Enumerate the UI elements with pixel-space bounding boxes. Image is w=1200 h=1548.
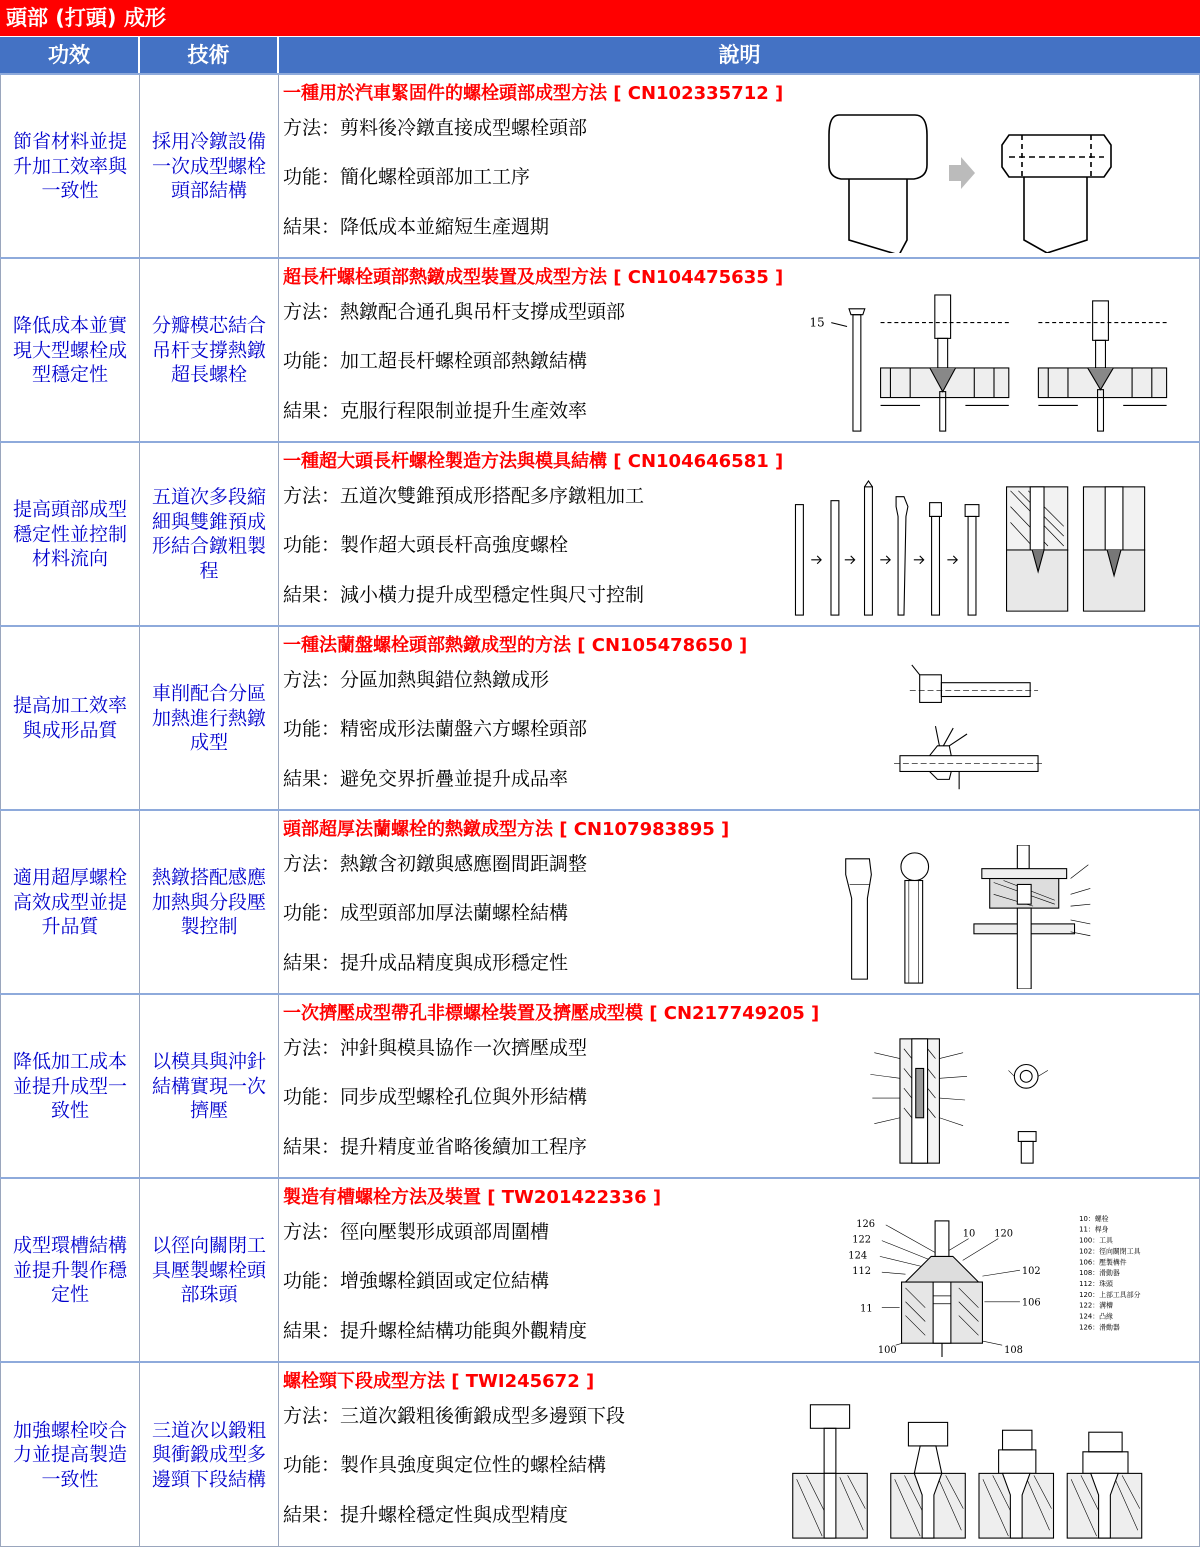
technique-cell: 以模具與沖針結構實現一次擠壓 <box>151 1050 266 1122</box>
extrusion-die-figure <box>859 1029 1079 1173</box>
technique-cell: 採用冷鐓設備一次成型螺栓頭部結構 <box>151 130 266 202</box>
method-text: 方法：徑向壓製形成頭部周圍槽 <box>283 1221 550 1243</box>
thick-flange-heading-figure <box>834 845 1104 989</box>
patent-title: 一次擠壓成型帶孔非標螺栓裝置及擠壓成型模 [ CN217749205 ] <box>283 1003 820 1024</box>
patent-title: 超長杆螺栓頭部熱鐓成型裝置及成型方法 [ CN104475635 ] <box>283 267 784 288</box>
svg-text:112：珠頭: 112：珠頭 <box>1079 1279 1113 1288</box>
bolt-head-forming-figure <box>819 105 1159 253</box>
header-description: 說明 <box>279 37 1200 73</box>
method-text: 方法：分區加熱與錯位熱鐓成形 <box>283 669 550 691</box>
svg-text:102: 102 <box>1021 1266 1041 1278</box>
technique-cell: 分瓣模芯結合吊杆支撐熱鐓超長螺栓 <box>151 314 266 386</box>
svg-text:102：徑向關閉工具: 102：徑向關閉工具 <box>1079 1247 1141 1256</box>
svg-text:15: 15 <box>809 315 825 330</box>
hot-heading-device-figure <box>799 293 1189 437</box>
result-text: 結果：減小橫力提升成型穩定性與尺寸控制 <box>283 584 645 606</box>
result-text: 結果：提升螺栓結構功能與外觀精度 <box>283 1320 588 1342</box>
function-text: 功能：簡化螺栓頭部加工工序 <box>283 166 531 188</box>
table-row <box>0 625 1200 809</box>
technique-cell: 熱鐓搭配感應加熱與分段壓製控制 <box>151 866 266 938</box>
header-effect: 功效 <box>0 37 140 73</box>
effect-cell: 降低加工成本並提升成型一致性 <box>12 1050 127 1122</box>
table-row <box>0 73 1200 257</box>
effect-cell: 加強螺栓咬合力並提高製造一致性 <box>12 1418 127 1490</box>
flange-bolt-figure <box>889 661 1049 805</box>
svg-text:10: 10 <box>962 1228 976 1240</box>
patent-title: 頭部超厚法蘭螺栓的熱鐓成型方法 [ CN107983895 ] <box>283 819 730 840</box>
effect-cell: 降低成本並實現大型螺栓成型穩定性 <box>12 314 127 386</box>
result-text: 結果：降低成本並縮短生產週期 <box>283 216 550 238</box>
svg-text:124: 124 <box>848 1250 868 1262</box>
svg-text:122: 122 <box>852 1234 872 1246</box>
patent-title: 一種超大頭長杆螺栓製造方法與模具結構 [ CN104646581 ] <box>283 451 784 472</box>
svg-text:112: 112 <box>852 1266 872 1278</box>
svg-text:120: 120 <box>994 1228 1014 1240</box>
svg-text:100: 100 <box>877 1345 897 1357</box>
effect-cell: 提高加工效率與成形品質 <box>12 694 127 741</box>
method-text: 方法：五道次雙錐預成形搭配多序鐓粗加工 <box>283 485 645 507</box>
table-row <box>0 1177 1200 1361</box>
effect-cell: 節省材料並提升加工效率與一致性 <box>12 130 127 202</box>
effect-cell: 成型環槽結構並提升製作穩定性 <box>12 1234 127 1306</box>
technique-cell: 以徑向關閉工具壓製螺栓頭部珠頭 <box>151 1234 266 1306</box>
function-text: 功能：製作超大頭長杆高強度螺栓 <box>283 534 569 556</box>
function-text: 功能：成型頭部加厚法蘭螺栓結構 <box>283 902 569 924</box>
patent-title: 一種法蘭盤螺栓頭部熱鐓成型的方法 [ CN105478650 ] <box>283 635 748 656</box>
effect-cell: 提高頭部成型穩定性並控制材料流向 <box>12 498 127 570</box>
neck-forming-stages-figure <box>779 1393 1179 1542</box>
svg-text:126: 126 <box>856 1218 876 1230</box>
svg-text:106：壓製構件: 106：壓製構件 <box>1079 1258 1127 1267</box>
page-title: 頭部 (打頭) 成形 <box>0 0 1200 36</box>
effect-cell: 適用超厚螺栓高效成型並提升品質 <box>12 866 127 938</box>
function-text: 功能：製作具強度與定位性的螺栓結構 <box>283 1454 607 1476</box>
header-technique: 技術 <box>140 37 279 73</box>
result-text: 結果：提升精度並省略後續加工程序 <box>283 1136 588 1158</box>
svg-text:108: 108 <box>1004 1345 1023 1357</box>
result-text: 結果：克服行程限制並提升生產效率 <box>283 400 588 422</box>
function-text: 功能：增強螺栓鎖固或定位結構 <box>283 1270 550 1292</box>
function-text: 功能：精密成形法蘭盤六方螺栓頭部 <box>283 718 588 740</box>
svg-text:122：溝槽: 122：溝槽 <box>1079 1301 1113 1310</box>
function-text: 功能：加工超長杆螺栓頭部熱鐓結構 <box>283 350 588 372</box>
patent-title: 螺栓頸下段成型方法 [ TWI245672 ] <box>283 1371 595 1392</box>
patent-title: 製造有槽螺栓方法及裝置 [ TW201422336 ] <box>283 1187 662 1208</box>
table-row <box>0 809 1200 993</box>
result-text: 結果：避免交界折疊並提升成品率 <box>283 768 569 790</box>
patent-title: 一種用於汽車緊固件的螺栓頭部成型方法 [ CN102335712 ] <box>283 83 784 104</box>
method-text: 方法：沖針與模具協作一次擠壓成型 <box>283 1037 588 1059</box>
method-text: 方法：三道次鍛粗後衝鍛成型多邊頸下段 <box>283 1405 626 1427</box>
svg-text:106: 106 <box>1021 1297 1041 1309</box>
result-text: 結果：提升螺栓穩定性與成型精度 <box>283 1504 569 1526</box>
method-text: 方法：剪料後冷鐓直接成型螺栓頭部 <box>283 117 588 139</box>
svg-text:10：螺栓: 10：螺栓 <box>1079 1214 1109 1223</box>
function-text: 功能：同步成型螺栓孔位與外形結構 <box>283 1086 588 1108</box>
table-row <box>0 441 1200 625</box>
method-text: 方法：熱鐓配合通孔與吊杆支撐成型頭部 <box>283 301 626 323</box>
svg-text:120：上部工具部分: 120：上部工具部分 <box>1079 1290 1141 1299</box>
svg-text:108：滑動器: 108：滑動器 <box>1079 1269 1120 1278</box>
svg-text:100：工具: 100：工具 <box>1079 1236 1113 1245</box>
table-row <box>0 257 1200 441</box>
table-row <box>0 993 1200 1177</box>
svg-text:124：凸緣: 124：凸緣 <box>1079 1312 1113 1321</box>
multi-stage-upsetting-figure <box>779 477 1169 621</box>
technique-cell: 三道次以鍛粗與衝鍛成型多邊頸下段結構 <box>151 1418 266 1490</box>
svg-text:11：桿身: 11：桿身 <box>1079 1225 1109 1234</box>
technique-cell: 車削配合分區加熱進行熱鐓成型 <box>151 682 266 754</box>
svg-text:126：滑動器: 126：滑動器 <box>1079 1323 1120 1332</box>
table-row <box>0 1361 1200 1547</box>
technique-cell: 五道次多段縮細與雙錐預成形結合鐓粗製程 <box>151 486 266 582</box>
svg-text:11: 11 <box>860 1303 873 1315</box>
result-text: 結果：提升成品精度與成形穩定性 <box>283 952 569 974</box>
method-text: 方法：熱鐓含初鐓與感應圈間距調整 <box>283 853 588 875</box>
table-header <box>0 37 1200 73</box>
grooved-bolt-device-figure <box>844 1213 1184 1357</box>
